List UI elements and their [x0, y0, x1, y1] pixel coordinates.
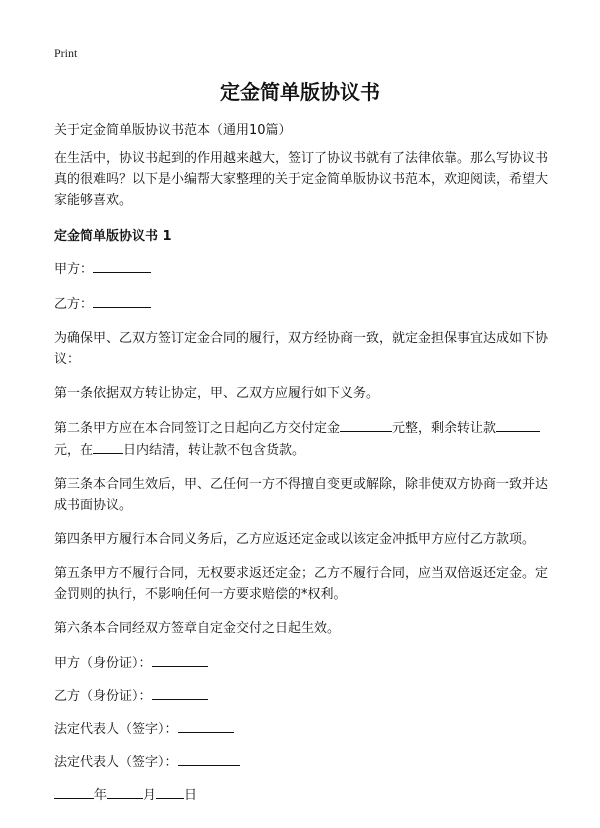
rep-a-line: [54, 718, 554, 740]
remaining-amount-blank: [496, 417, 540, 432]
sign-b-blank: [152, 685, 208, 700]
article-2-part4: 日内结清，转让款不包含货款。: [123, 443, 306, 458]
party-b-line: [54, 293, 554, 315]
party-a-blank: [93, 258, 151, 273]
sign-a-blank: [152, 652, 208, 667]
article-1: 第一条依据双方转让协定，甲、乙双方应履行如下义务。: [54, 386, 380, 401]
year-label: 年: [94, 788, 108, 803]
days-blank: [93, 439, 123, 454]
rep-b-blank: [178, 751, 240, 766]
date-line: [54, 784, 554, 806]
deposit-amount-blank: [340, 417, 392, 432]
rep-a-label: 法定代表人（签字）：: [54, 722, 178, 737]
rep-a-blank: [178, 718, 234, 733]
article-2-part3: 元，在: [54, 443, 94, 458]
sign-b-label: 乙方（身份证）：: [54, 689, 152, 704]
article-5: 第五条甲方不履行合同，无权要求返还定金；乙方不履行合同，应当双倍返还定金。定金罚则的执行，不影响任何一方要求赔偿的*权利。: [54, 566, 549, 602]
document-subtitle: 关于定金简单版协议书范本（通用10篇）: [54, 123, 292, 138]
article-4: 第四条甲方履行本合同义务后，乙方应返还定金或以该定金冲抵甲方应付乙方款项。: [54, 532, 536, 547]
sign-a-line: [54, 652, 554, 674]
day-label: 日: [184, 788, 198, 803]
rep-b-label: 法定代表人（签字）：: [54, 755, 178, 770]
intro-paragraph: 在生活中，协议书起到的作用越来越大，签订了协议书就有了法律依靠。那么写协议书真的很难吗？以下是小编帮大家整理的关于定金简单版协议书范本，欢迎阅读，希望大家能够喜欢。: [54, 151, 549, 208]
article-6: 第六条本合同经双方签章自定金交付之日起生效。: [54, 621, 341, 636]
document-title: 定金简单版协议书: [220, 80, 380, 104]
preamble-paragraph: 为确保甲、乙双方签订定金合同的履行，双方经协商一致，就定金担保事宜达成如下协议：: [54, 331, 549, 367]
article-2-part2: 元整，剩余转让款: [392, 421, 497, 436]
party-b-label: 乙方：: [54, 297, 94, 312]
day-blank: [156, 784, 184, 799]
month-label: 月: [143, 788, 157, 803]
sign-b-line: [54, 685, 554, 707]
article-3: 第三条本合同生效后，甲、乙任何一方不得擅自变更或解除，除非使双方协商一致并达成书面协议。: [54, 477, 549, 513]
article-2: [54, 417, 554, 461]
rep-b-line: [54, 751, 554, 773]
month-blank: [107, 784, 143, 799]
sign-a-label: 甲方（身份证）：: [54, 656, 152, 671]
document-body: [54, 120, 554, 806]
party-a-line: [54, 258, 554, 280]
print-link[interactable]: Print: [54, 46, 78, 60]
section-heading: 定金简单版协议书 1: [54, 229, 172, 244]
party-b-blank: [93, 293, 151, 308]
article-2-part1: 第二条甲方应在本合同签订之日起向乙方交付定金: [54, 421, 341, 436]
year-blank: [54, 784, 94, 799]
party-a-label: 甲方：: [54, 262, 94, 277]
